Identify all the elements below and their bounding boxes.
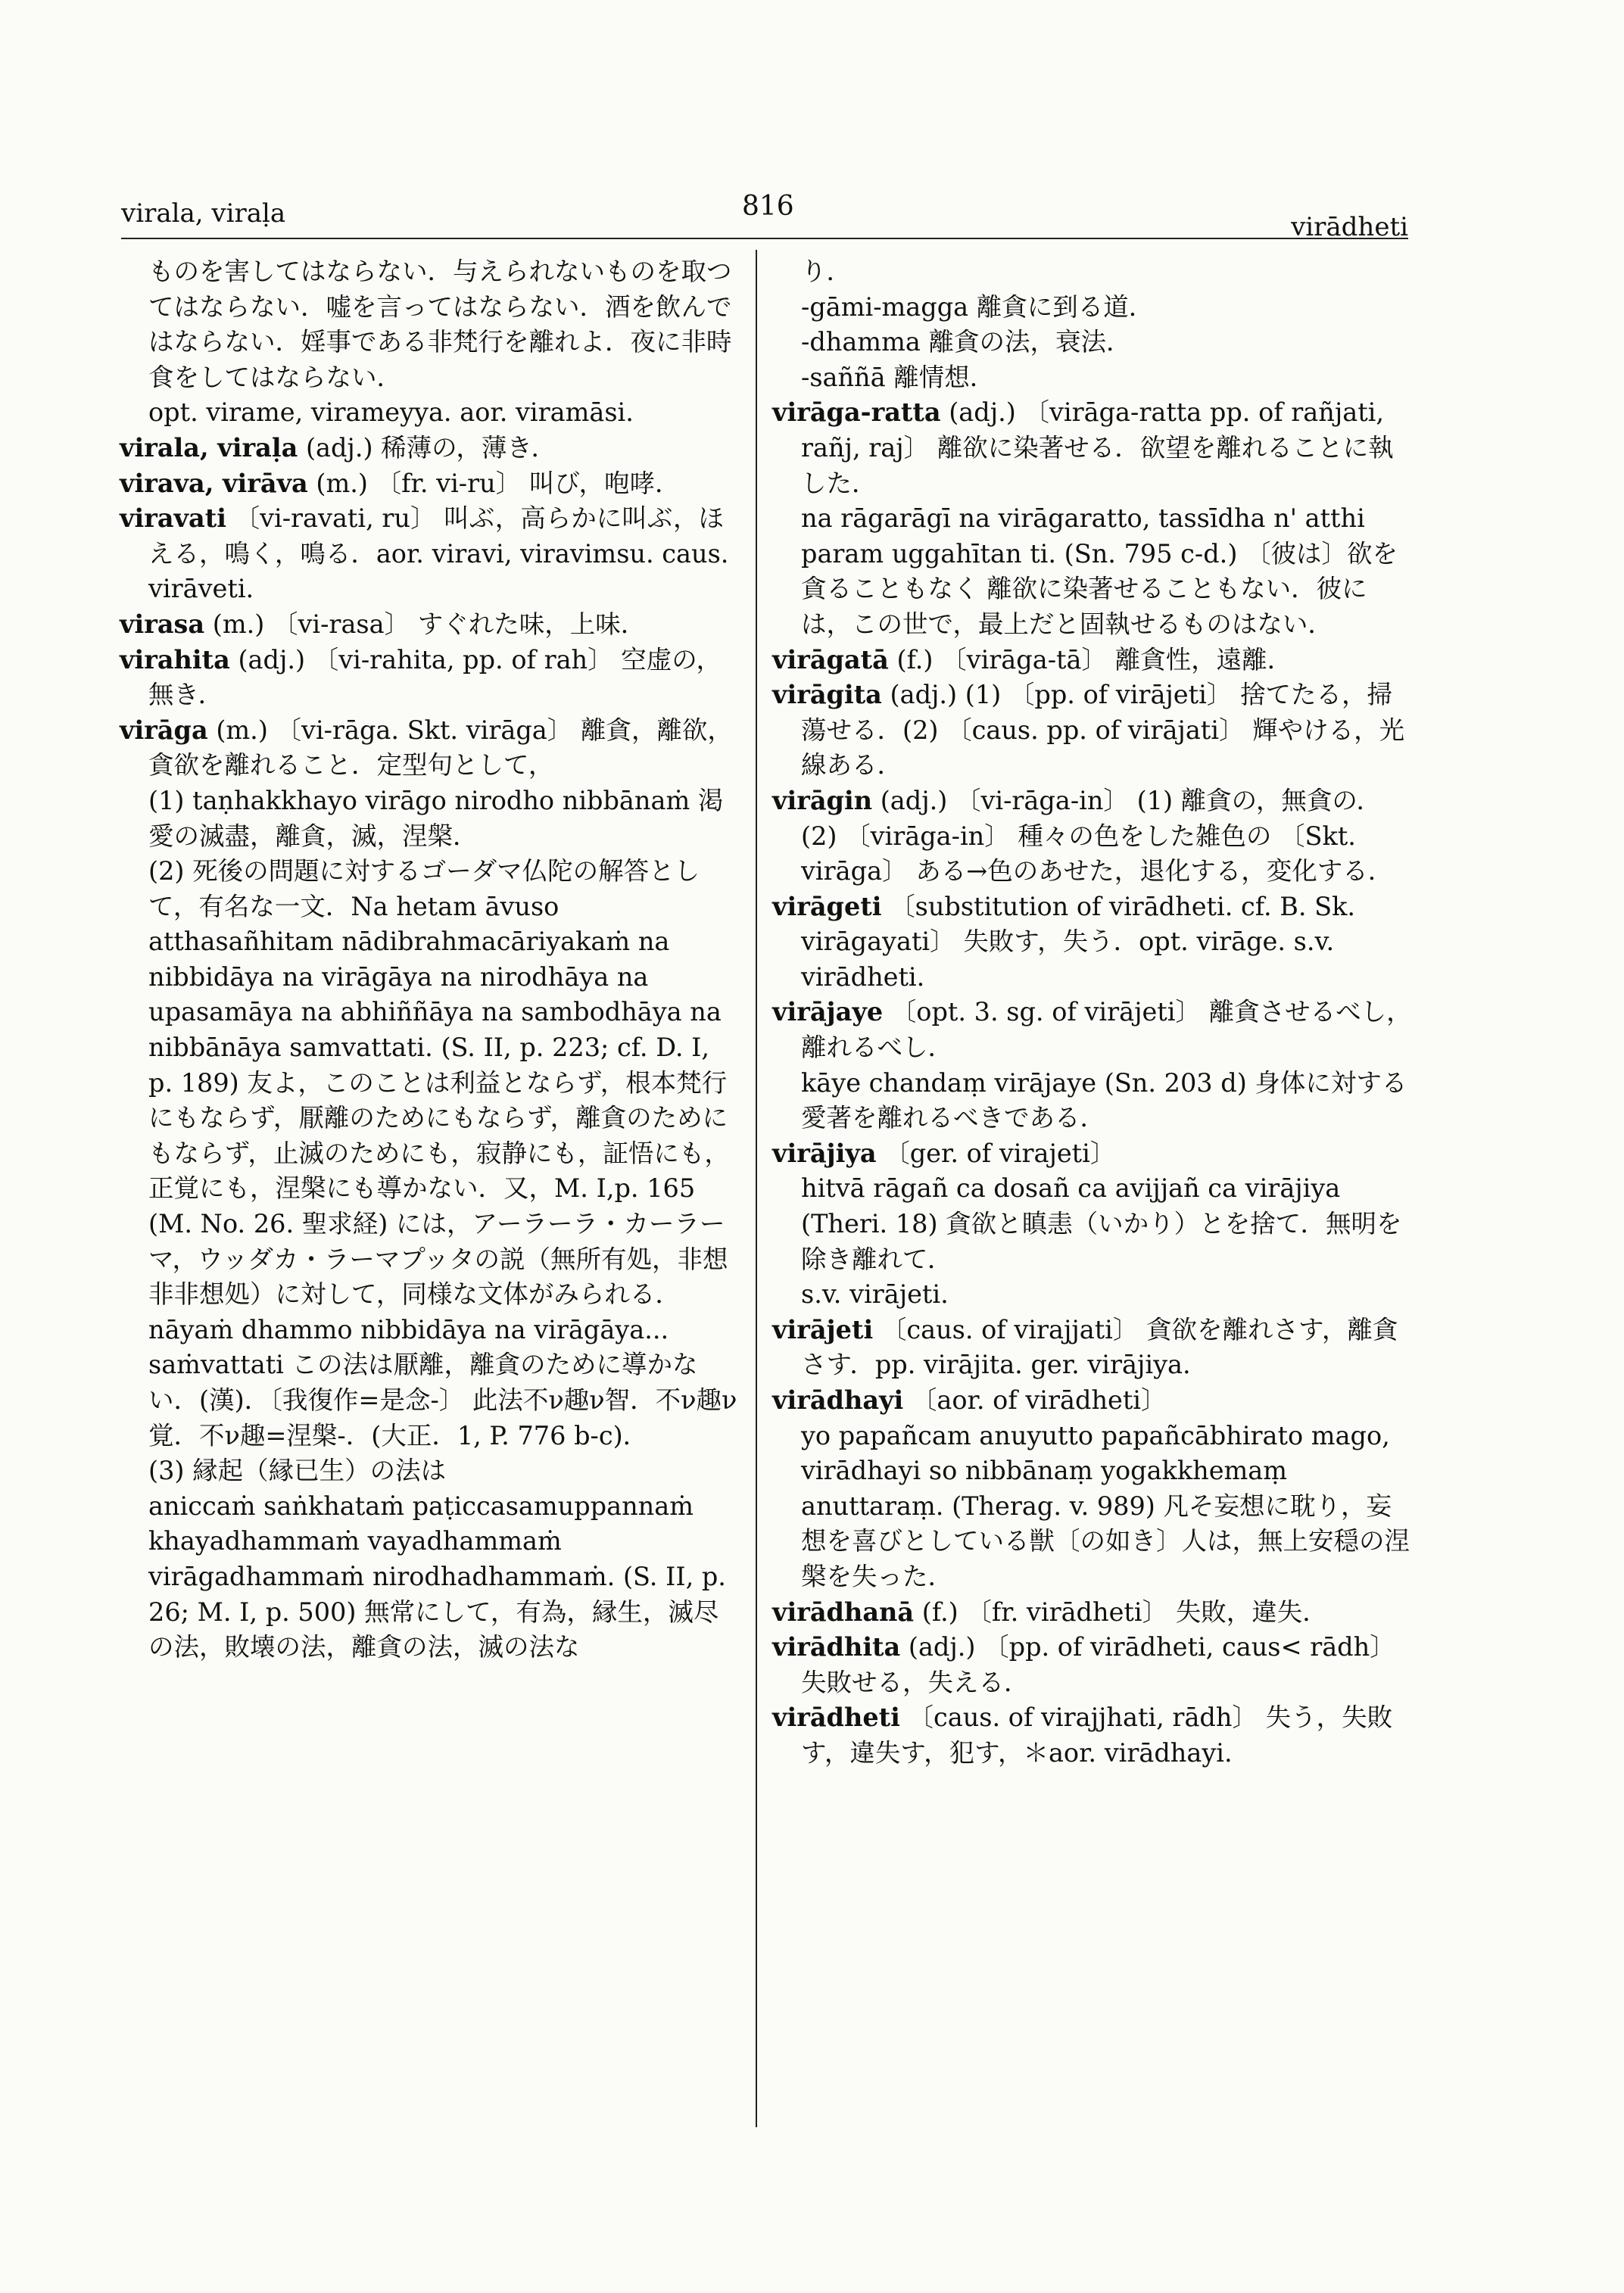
entry-text xyxy=(772,1066,1412,1136)
headword: virahita xyxy=(120,644,230,675)
definition-text: (adj.) (1) 〔pp. of virājeti〕 捨てたる，掃蕩せる．(2) 〔caus. pp. of virājati〕 輝やける，光線ある． xyxy=(801,680,1405,780)
entry-text xyxy=(120,1453,740,1489)
definition-text: (f.) 〔fr. virādheti〕 失敗，違失． xyxy=(914,1597,1328,1627)
definition-text: yo papañcam anuyutto papañcābhirato mago, virādhayi so nibbānaṃ yogakkhemaṃ anuttaraṃ. (Therag. v. 989) 凡そ妄想に耽り，妄想を喜びとしている獣〔の如き〕人は，無上安穏の涅槃を失った． xyxy=(801,1420,1410,1591)
dictionary-entry xyxy=(772,889,1412,995)
definition-text: (adj.) 〔vi-rahita, pp. of rah〕 空虚の，無き． xyxy=(148,644,722,710)
headword: virasa xyxy=(120,609,205,639)
dictionary-entry xyxy=(772,1595,1412,1631)
running-header xyxy=(121,191,1408,242)
headword: virāga xyxy=(120,715,208,745)
column-divider xyxy=(756,250,757,2127)
dictionary-entry xyxy=(772,1136,1412,1172)
dictionary-entry xyxy=(772,1700,1412,1771)
definition-text: 〔ger. of virajeti〕 xyxy=(876,1138,1116,1168)
definition-text: na rāgarāgī na virāgaratto, tassīdha n' atthi param uggahītan ti. (Sn. 795 c-d.) 〔彼は〕欲を貪ることもなく 離欲に染著せることもない．彼には，この世で，最上だと固執せるものはない． xyxy=(801,503,1398,639)
definition-text: (1) taṇhakkhayo virāgo nirodho nibbānaṁ 渇愛の滅盡，離貪，滅，涅槃． xyxy=(148,785,724,851)
page-number: 816 xyxy=(742,191,794,222)
definition-text: (adj.) 稀薄の，薄き． xyxy=(298,432,557,463)
headword: virala, viraḷa xyxy=(120,432,298,463)
dictionary-entry xyxy=(772,1383,1412,1419)
definition-text: (3) 縁起（縁已生）の法は xyxy=(148,1456,447,1486)
entry-text xyxy=(120,254,740,395)
headword: virādhayi xyxy=(772,1385,904,1415)
entry-text xyxy=(120,1489,740,1665)
entry-text xyxy=(120,784,740,854)
sub-entry xyxy=(772,325,1412,360)
header-left-guideword: virala, viraḷa xyxy=(121,198,286,229)
dictionary-entry xyxy=(772,1313,1412,1383)
headword: viravati xyxy=(120,503,226,534)
definition-text: 〔vi-ravati, ru〕 叫ぶ，高らかに叫ぶ，ほえる，鳴く，鳴る．aor. viravi, viravimsu. caus. virāveti. xyxy=(148,503,729,604)
dictionary-entry xyxy=(120,607,740,643)
header-right-guideword: virādheti xyxy=(1291,212,1408,242)
headword: virāgita xyxy=(772,680,882,710)
definition-text: り． xyxy=(801,257,852,286)
definition-text: (m.) 〔vi-rasa〕 すぐれた味，上味． xyxy=(204,609,647,639)
headword: virājiya xyxy=(772,1138,877,1168)
entry-text xyxy=(772,501,1412,642)
sub-entry xyxy=(772,290,1412,326)
headword: virāgatā xyxy=(772,644,889,675)
headword: virājaye xyxy=(772,997,884,1027)
dictionary-entry xyxy=(772,1630,1412,1700)
definition-text: kāye chandaṃ virājaye (Sn. 203 d) 身体に対する愛著を離れるべきである． xyxy=(801,1067,1407,1133)
entry-text xyxy=(772,1277,1412,1313)
definition-text: -gāmi-magga 離貪に到る道． xyxy=(801,291,1155,322)
definition-text: (adj.) 〔vi-rāga-in〕 (1) 離貪の，無貪の．(2) 〔virāga-in〕 種々の色をした雑色の 〔Skt. virāga〕 ある→色のあせた，退化する，変化する． xyxy=(801,785,1394,886)
entry-text xyxy=(120,395,740,431)
entry-text xyxy=(120,854,740,1313)
dictionary-entry xyxy=(772,678,1412,784)
definition-text: aniccaṁ saṅkhataṁ paṭiccasamuppannaṁ khayadhammaṁ vayadhammaṁ virāgadhammaṁ nirodhadhammaṁ. (S. II, p. 26; M. I, p. 500) 無常にして，有為，縁生，滅尽の法，敗壊の法，離貪の法，滅の法な xyxy=(148,1491,726,1662)
entry-text xyxy=(772,1171,1412,1277)
headword: virājeti xyxy=(772,1314,874,1344)
headword: virāga-ratta xyxy=(772,397,941,428)
dictionary-entry xyxy=(120,431,740,466)
left-column xyxy=(120,254,740,1665)
entry-text xyxy=(772,1419,1412,1595)
dictionary-entry xyxy=(120,643,740,713)
headword: virādhanā xyxy=(772,1597,915,1627)
definition-text: s.v. virājeti. xyxy=(801,1279,949,1310)
entry-text xyxy=(772,254,1412,290)
headword: virādheti xyxy=(772,1703,900,1733)
definition-text: 〔opt. 3. sg. of virājeti〕 離貪させるべし，離れるべし． xyxy=(801,997,1412,1063)
headword: virāgeti xyxy=(772,891,882,921)
definition-text: 〔caus. of virajjati〕 貪欲を離れさす，離貪さす．pp. virājita. ger. virājiya. xyxy=(801,1314,1398,1380)
definition-text: (2) 死後の問題に対するゴーダマ仏陀の解答として，有名な一文．Na hetam āvuso atthasañhitam nādibrahmacāriyakaṁ na nibbidāya na virāgāya na nirodhāya na upasamāya na abhiññāya na sambodhāya na nibbānāya samvattati. (S. II, p. 223; cf. D. I, p. 189) 友よ，このことは利益とならず，根本梵行にもならず，厭離のためにもならず，離貪のためにもならず，止滅のためにも，寂静にも，証悟にも，正覚にも，涅槃にも導かない．又，M. I,p. 165 (M. No. 26. 聖求経) には，アーラーラ・カーラーマ，ウッダカ・ラーマプッタの説（無所有処，非想非非想処）に対して，同様な文体がみられる． xyxy=(148,856,730,1310)
definition-text: -saññā 離情想． xyxy=(801,362,996,392)
definition-text: (adj.) 〔virāga-ratta pp. of rañjati, rañj, raj〕 離欲に染著せる．欲望を離れることに執した． xyxy=(801,397,1394,498)
dictionary-entry xyxy=(120,501,740,607)
definition-text: opt. virame, virameyya. aor. viramāsi. xyxy=(148,397,634,428)
definition-text: (m.) 〔vi-rāga. Skt. virāga〕 離貪，離欲，貪欲を離れること．定型句として， xyxy=(148,715,733,780)
entry-text xyxy=(120,1313,740,1453)
definition-text: 〔caus. of virajjhati, rādh〕 失う，失敗す，違失す，犯す，＊aor. virādhayi. xyxy=(801,1703,1393,1768)
headword: virava, virāva xyxy=(120,468,308,498)
definition-text: (f.) 〔virāga-tā〕 離貪性，遠離． xyxy=(888,644,1293,675)
definition-text: (m.) 〔fr. vi-ru〕 叫び，咆哮． xyxy=(307,468,681,498)
sub-entry xyxy=(772,360,1412,396)
definition-text: 〔aor. of virādheti〕 xyxy=(903,1385,1167,1415)
dictionary-entry xyxy=(772,995,1412,1065)
headword: virādhita xyxy=(772,1632,901,1662)
definition-text: nāyaṁ dhammo nibbidāya na virāgāya... saṁvattati この法は厭離，離貪のために導かない．(漢)．〔我復作=是念-〕 此法不ν趣ν智．不ν趣ν覚．不ν趣=涅槃-．(大正．1, P. 776 b-c)． xyxy=(148,1314,737,1450)
dictionary-entry xyxy=(772,784,1412,889)
dictionary-entry xyxy=(772,395,1412,501)
definition-text: -dhamma 離貪の法，衰法． xyxy=(801,327,1132,357)
definition-text: (adj.) 〔pp. of virādheti, caus< rādh〕 失敗せる，失える． xyxy=(801,1632,1395,1697)
dictionary-entry xyxy=(120,466,740,502)
definition-text: ものを害してはならない．与えられないものを取つてはならない．嘘を言ってはならない．酒を飲んではならない．婬事である非梵行を離れよ．夜に非時食をしてはならない． xyxy=(148,257,732,392)
definition-text: hitvā rāgañ ca dosañ ca avijjañ ca virājiya (Theri. 18) 貪欲と瞋恚（いかり）とを捨て．無明を除き離れて． xyxy=(801,1173,1402,1274)
dictionary-entry xyxy=(120,713,740,784)
definition-text: 〔substitution of virādheti. cf. B. Sk. virāgayati〕 失敗す，失う．opt. virāge. s.v. virādheti. xyxy=(801,891,1356,992)
right-column xyxy=(772,254,1412,1771)
dictionary-entry xyxy=(772,643,1412,678)
headword: virāgin xyxy=(772,785,873,815)
